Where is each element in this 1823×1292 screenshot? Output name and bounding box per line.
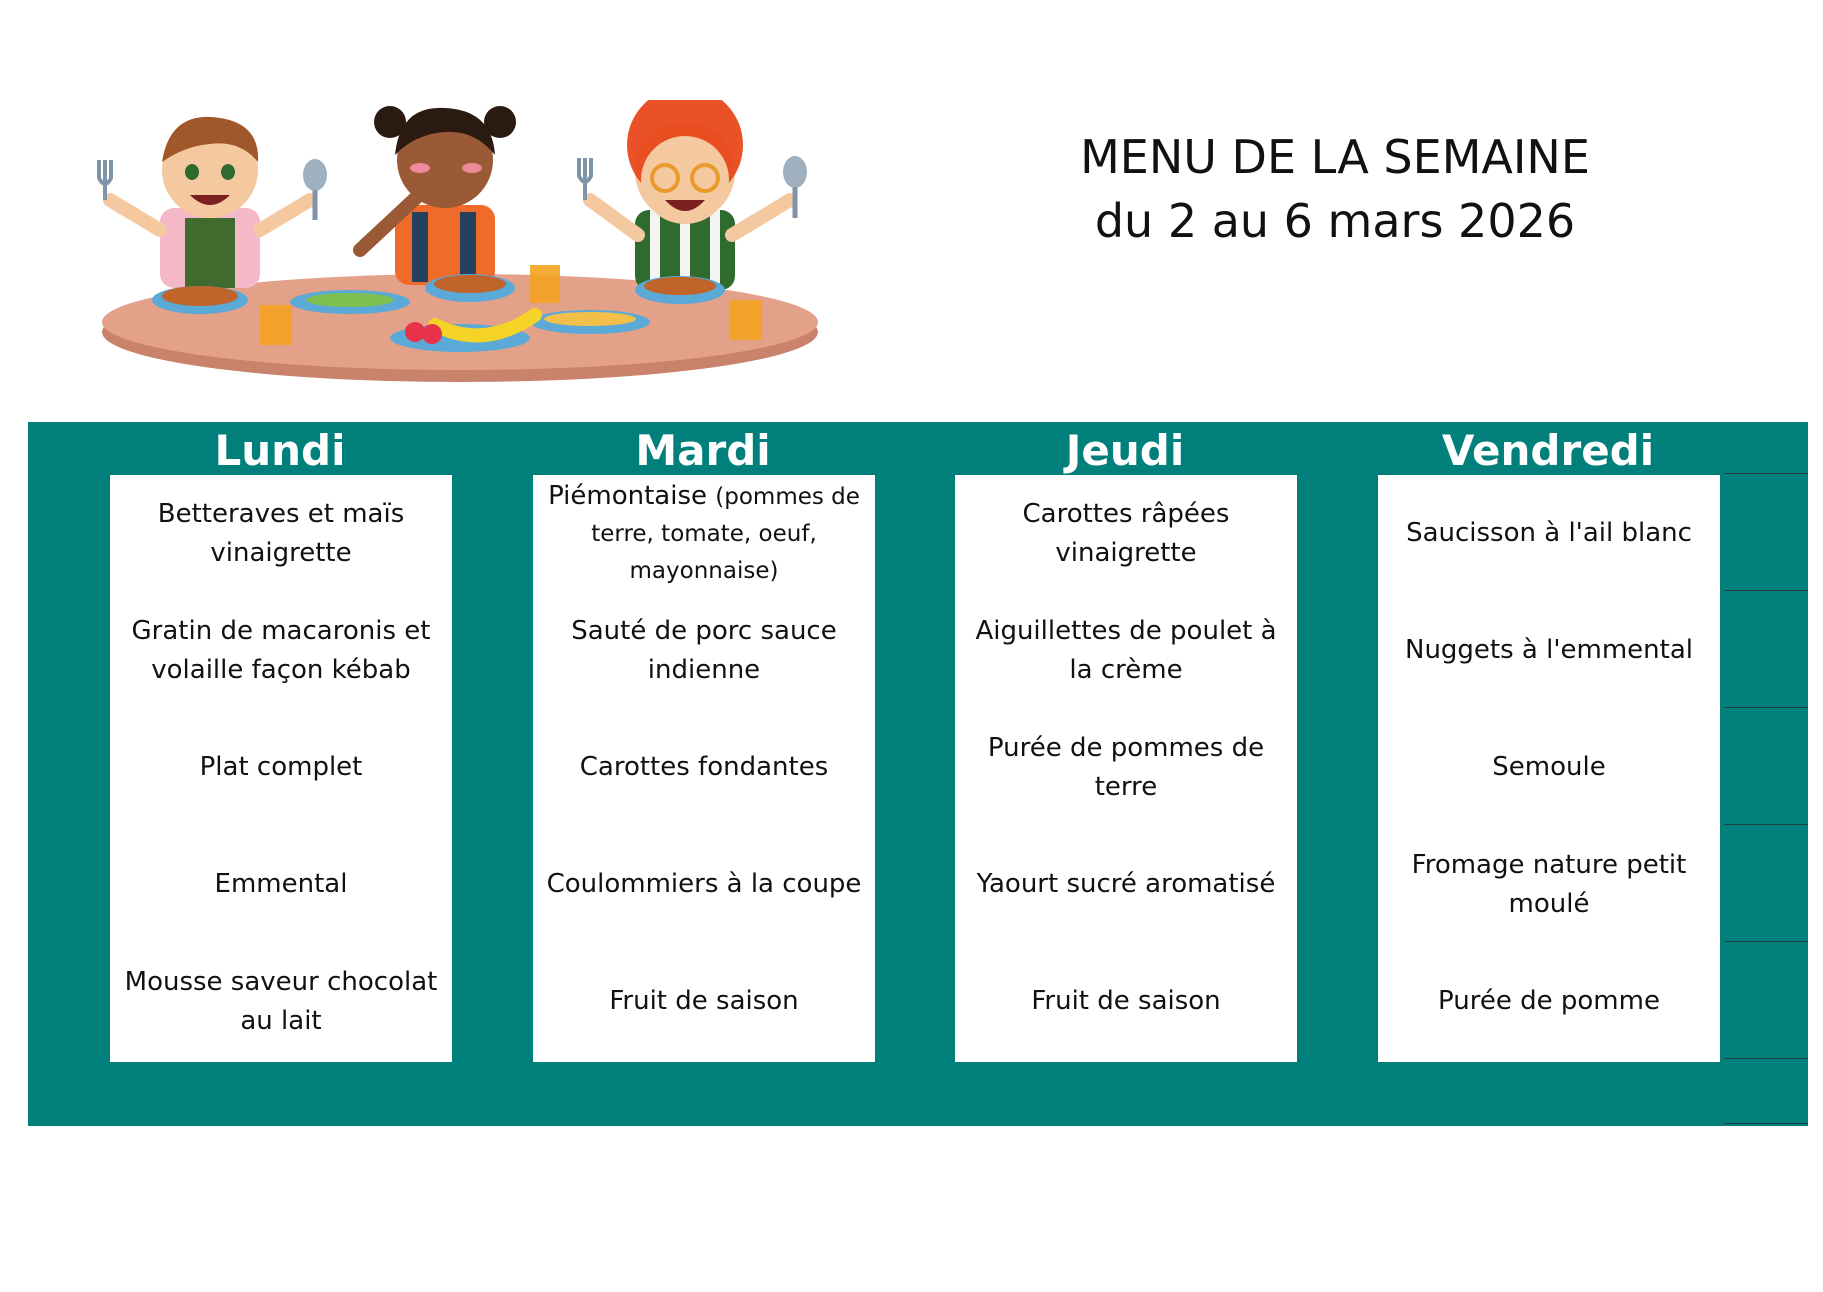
menu-item-text: Aiguillettes de poulet à la crème (975, 615, 1277, 685)
row-divider (1724, 473, 1808, 474)
menu-item-text: Emmental (214, 869, 348, 899)
menu-item (1378, 709, 1720, 826)
row-divider (1724, 1123, 1808, 1124)
menu-item (1378, 592, 1720, 709)
menu-item-text: Fruit de saison (609, 986, 799, 1016)
row-divider (1724, 590, 1808, 591)
title-line-2: du 2 au 6 mars 2026 (1094, 194, 1576, 248)
row-divider (1724, 707, 1808, 708)
menu-item-text: Semoule (1492, 752, 1606, 782)
menu-item (110, 943, 452, 1060)
menu-item-text: Carottes râpées vinaigrette (1022, 498, 1230, 568)
menu-item (533, 709, 875, 826)
menu-item-text: Betteraves et maïs vinaigrette (157, 498, 405, 568)
title-line-1: MENU DE LA SEMAINE (1080, 130, 1590, 184)
menu-item (1378, 475, 1720, 592)
menu-item (110, 826, 452, 943)
menu-item-text: Fromage nature petit moulé (1411, 849, 1687, 919)
day-header-vendredi: Vendredi (1441, 426, 1655, 475)
menu-item-text: Yaourt sucré aromatisé (976, 869, 1276, 899)
menu-item-text: Purée de pomme (1438, 986, 1660, 1016)
menu-item (955, 475, 1297, 592)
day-column-jeudi (955, 475, 1297, 1062)
menu-item-text: Saucisson à l'ail blanc (1406, 518, 1692, 548)
menu-item-text: Mousse saveur chocolat au lait (124, 966, 438, 1036)
menu-item (955, 592, 1297, 709)
menu-item-text: Carottes fondantes (579, 752, 829, 782)
row-divider (1724, 1058, 1808, 1059)
menu-item (533, 592, 875, 709)
menu-item-text: Purée de pommes de terre (987, 732, 1265, 802)
menu-item (955, 943, 1297, 1060)
menu-item-text: Nuggets à l'emmental (1405, 635, 1693, 665)
menu-item (955, 709, 1297, 826)
row-divider (1724, 941, 1808, 942)
menu-item (110, 709, 452, 826)
day-column-lundi (110, 475, 452, 1062)
children-eating-icon (90, 100, 830, 400)
menu-item-text: Coulommiers à la coupe (546, 869, 862, 899)
day-column-vendredi (1378, 475, 1720, 1062)
menu-item (955, 826, 1297, 943)
menu-item-text: Piémontaise (pommes de terre, tomate, oeuf, mayonnaise) (548, 481, 860, 584)
menu-item (1378, 826, 1720, 943)
day-header-jeudi: Jeudi (1065, 426, 1185, 475)
menu-item (533, 943, 875, 1060)
day-header-mardi: Mardi (635, 426, 771, 475)
menu-item-text: Plat complet (199, 752, 363, 782)
menu-item-text: Fruit de saison (1031, 986, 1221, 1016)
menu-item-text: Sauté de porc sauce indienne (571, 615, 837, 685)
row-divider (1724, 824, 1808, 825)
menu-item (533, 475, 875, 592)
day-column-mardi (533, 475, 875, 1062)
menu-item (110, 592, 452, 709)
menu-item (533, 826, 875, 943)
day-header-lundi: Lundi (214, 426, 346, 475)
menu-item (1378, 943, 1720, 1060)
menu-item (110, 475, 452, 592)
menu-item-text: Gratin de macaronis et volaille façon kébab (131, 615, 431, 685)
menu-title (1040, 125, 1630, 253)
